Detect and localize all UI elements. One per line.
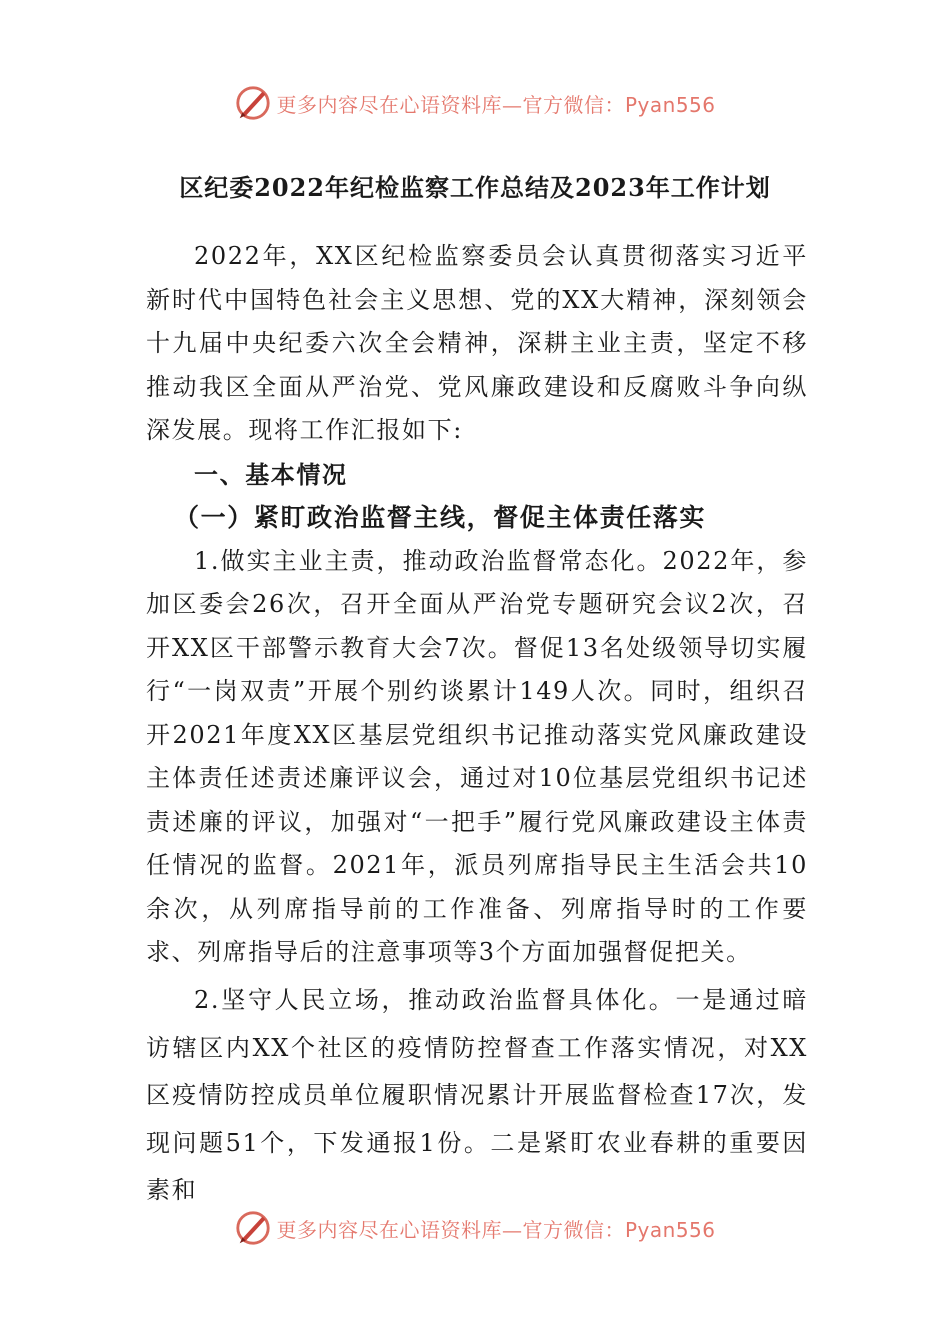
watermark-id: Pyan556 [624,1217,716,1242]
watermark-banner-bottom [0,1203,950,1253]
pen-logo-icon [234,1209,272,1247]
watermark-banner-top [0,78,950,128]
pen-logo-icon [234,84,272,122]
watermark-id: Pyan556 [624,92,716,117]
document-body [146,235,808,975]
section-heading: 一、基本情况 [194,459,348,489]
subsection-heading: （一）紧盯政治监督主线，督促主体责任落实 [174,503,707,532]
document-body-lower [146,977,808,1215]
document-title: 区纪委2022年纪检监察工作总结及2023年工作计划 [179,173,771,202]
watermark-text: 更多内容尽在心语资料库—官方微信： [276,92,625,117]
paragraph-1: 1.做实主业主责，推动政治监督常态化。2022年，参加区委会26次，召开全面从严治党专题研究会议2次，召开XX区干部警示教育大会7次。督促13名处级领导切实履行“一岗双责”开展个别约谈累计149人次。同时，组织召开2021年度XX区基层党组织书记推动落实党风廉政建设主体责任述责述廉评议会，通过对10位基层党组织书记述责述廉的评议，加强对“一把手”履行党风廉政建设主体责任情况的监督。2021年，派员列席指导民主生活会共10余次，从列席指导前的工作准备、列席指导时的工作要求、列席指导后的注意事项等3个方面加强督促把关。 [146,546,808,966]
paragraph-2: 2.坚守人民立场，推动政治监督具体化。一是通过暗访辖区内XX个社区的疫情防控督查工作落实情况，对XX区疫情防控成员单位履职情况累计开展监督检查17次，发现问题51个，下发通报1份。二是紧盯农业春耕的重要因素和 [146,986,808,1204]
watermark-text: 更多内容尽在心语资料库—官方微信： [276,1217,625,1242]
intro-paragraph: 2022年，XX区纪检监察委员会认真贯彻落实习近平新时代中国特色社会主义思想、党的XX大精神，深刻领会十九届中央纪委六次全会精神，深耕主业主责，坚定不移推动我区全面从严治党、党风廉政建设和反腐败斗争向纵深发展。现将工作汇报如下: [146,242,808,444]
